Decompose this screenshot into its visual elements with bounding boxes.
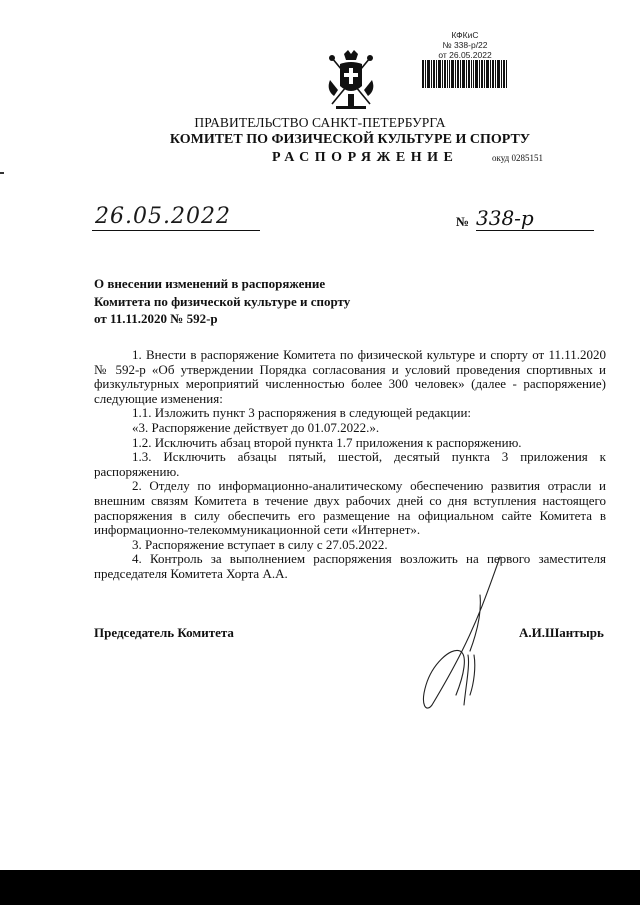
document-subject (94, 275, 350, 328)
scan-bottom-band (0, 870, 640, 905)
number-sign: № (456, 214, 470, 229)
subject-line: Комитета по физической культуре и спорту (94, 293, 351, 309)
okud-code: окуд 0285151 (492, 153, 544, 163)
scan-mark (0, 172, 4, 174)
coat-of-arms-icon (322, 50, 380, 112)
stamp-org: КФКиС (451, 30, 479, 40)
committee-title: КОМИТЕТ ПО ФИЗИЧЕСКОЙ КУЛЬТУРЕ И СПОРТУ (169, 132, 531, 147)
signatory-name: А.И.Шантырь (519, 625, 604, 640)
handwritten-signature-icon (420, 555, 520, 715)
paragraph-2: 2. Отделу по информационно-аналитическому обеспечению развития отрасли и внешним связям Комитета в течение двух рабочих дней со дня вступления настоящего распоряжения в силу обеспечить его размещение на официальном сайте Комитета в информационно-телекоммуникационной сети «Интернет». (94, 478, 606, 538)
paragraph-4: 4. Контроль за выполнением распоряжения возложить на первого заместителя председателя Комитета Хорта А.А. (94, 551, 606, 581)
barcode-icon (422, 60, 507, 88)
subject-line: О внесении изменений в распоряжение (94, 276, 326, 291)
paragraph-3: 3. Распоряжение вступает в силу с 27.05.2022. (132, 536, 388, 552)
stamp-date: от 26.05.2022 (438, 50, 492, 60)
paragraph-1-1-quote: «3. Распоряжение действует до 01.07.2022.». (132, 419, 380, 435)
signatory-title: Председатель Комитета (94, 625, 234, 640)
date-underline (92, 230, 260, 231)
subject-line: от 11.11.2020 № 592-р (94, 311, 218, 326)
document-type: РАСПОРЯЖЕНИЕ (272, 150, 459, 165)
paragraph-1-1: 1.1. Изложить пункт 3 распоряжения в следующей редакции: (132, 405, 472, 421)
document-body (94, 348, 606, 582)
document-number: 338-р (476, 206, 534, 230)
stamp-number: № 338-р/22 (442, 40, 488, 50)
number-underline (476, 230, 594, 231)
registration-stamp (420, 30, 510, 60)
government-title: ПРАВИТЕЛЬСТВО САНКТ-ПЕТЕРБУРГА (194, 115, 446, 130)
paragraph-1-3: 1.3. Исключить абзацы пятый, шестой, десятый пункта 3 приложения к распоряжению. (94, 449, 606, 479)
paragraph-1-2: 1.2. Исключить абзац второй пункта 1.7 приложения к распоряжению. (132, 434, 522, 450)
paragraph-1: 1. Внести в распоряжение Комитета по физической культуре и спорту от 11.11.2020 № 592-р «Об утверждении Порядка согласования и условий проведения спортивных и физкультурных мероприятий численностью более 300 человек» (далее - распоряжение) следующие изменения: (94, 347, 606, 406)
document-date: 26.05.2022 (95, 204, 231, 229)
